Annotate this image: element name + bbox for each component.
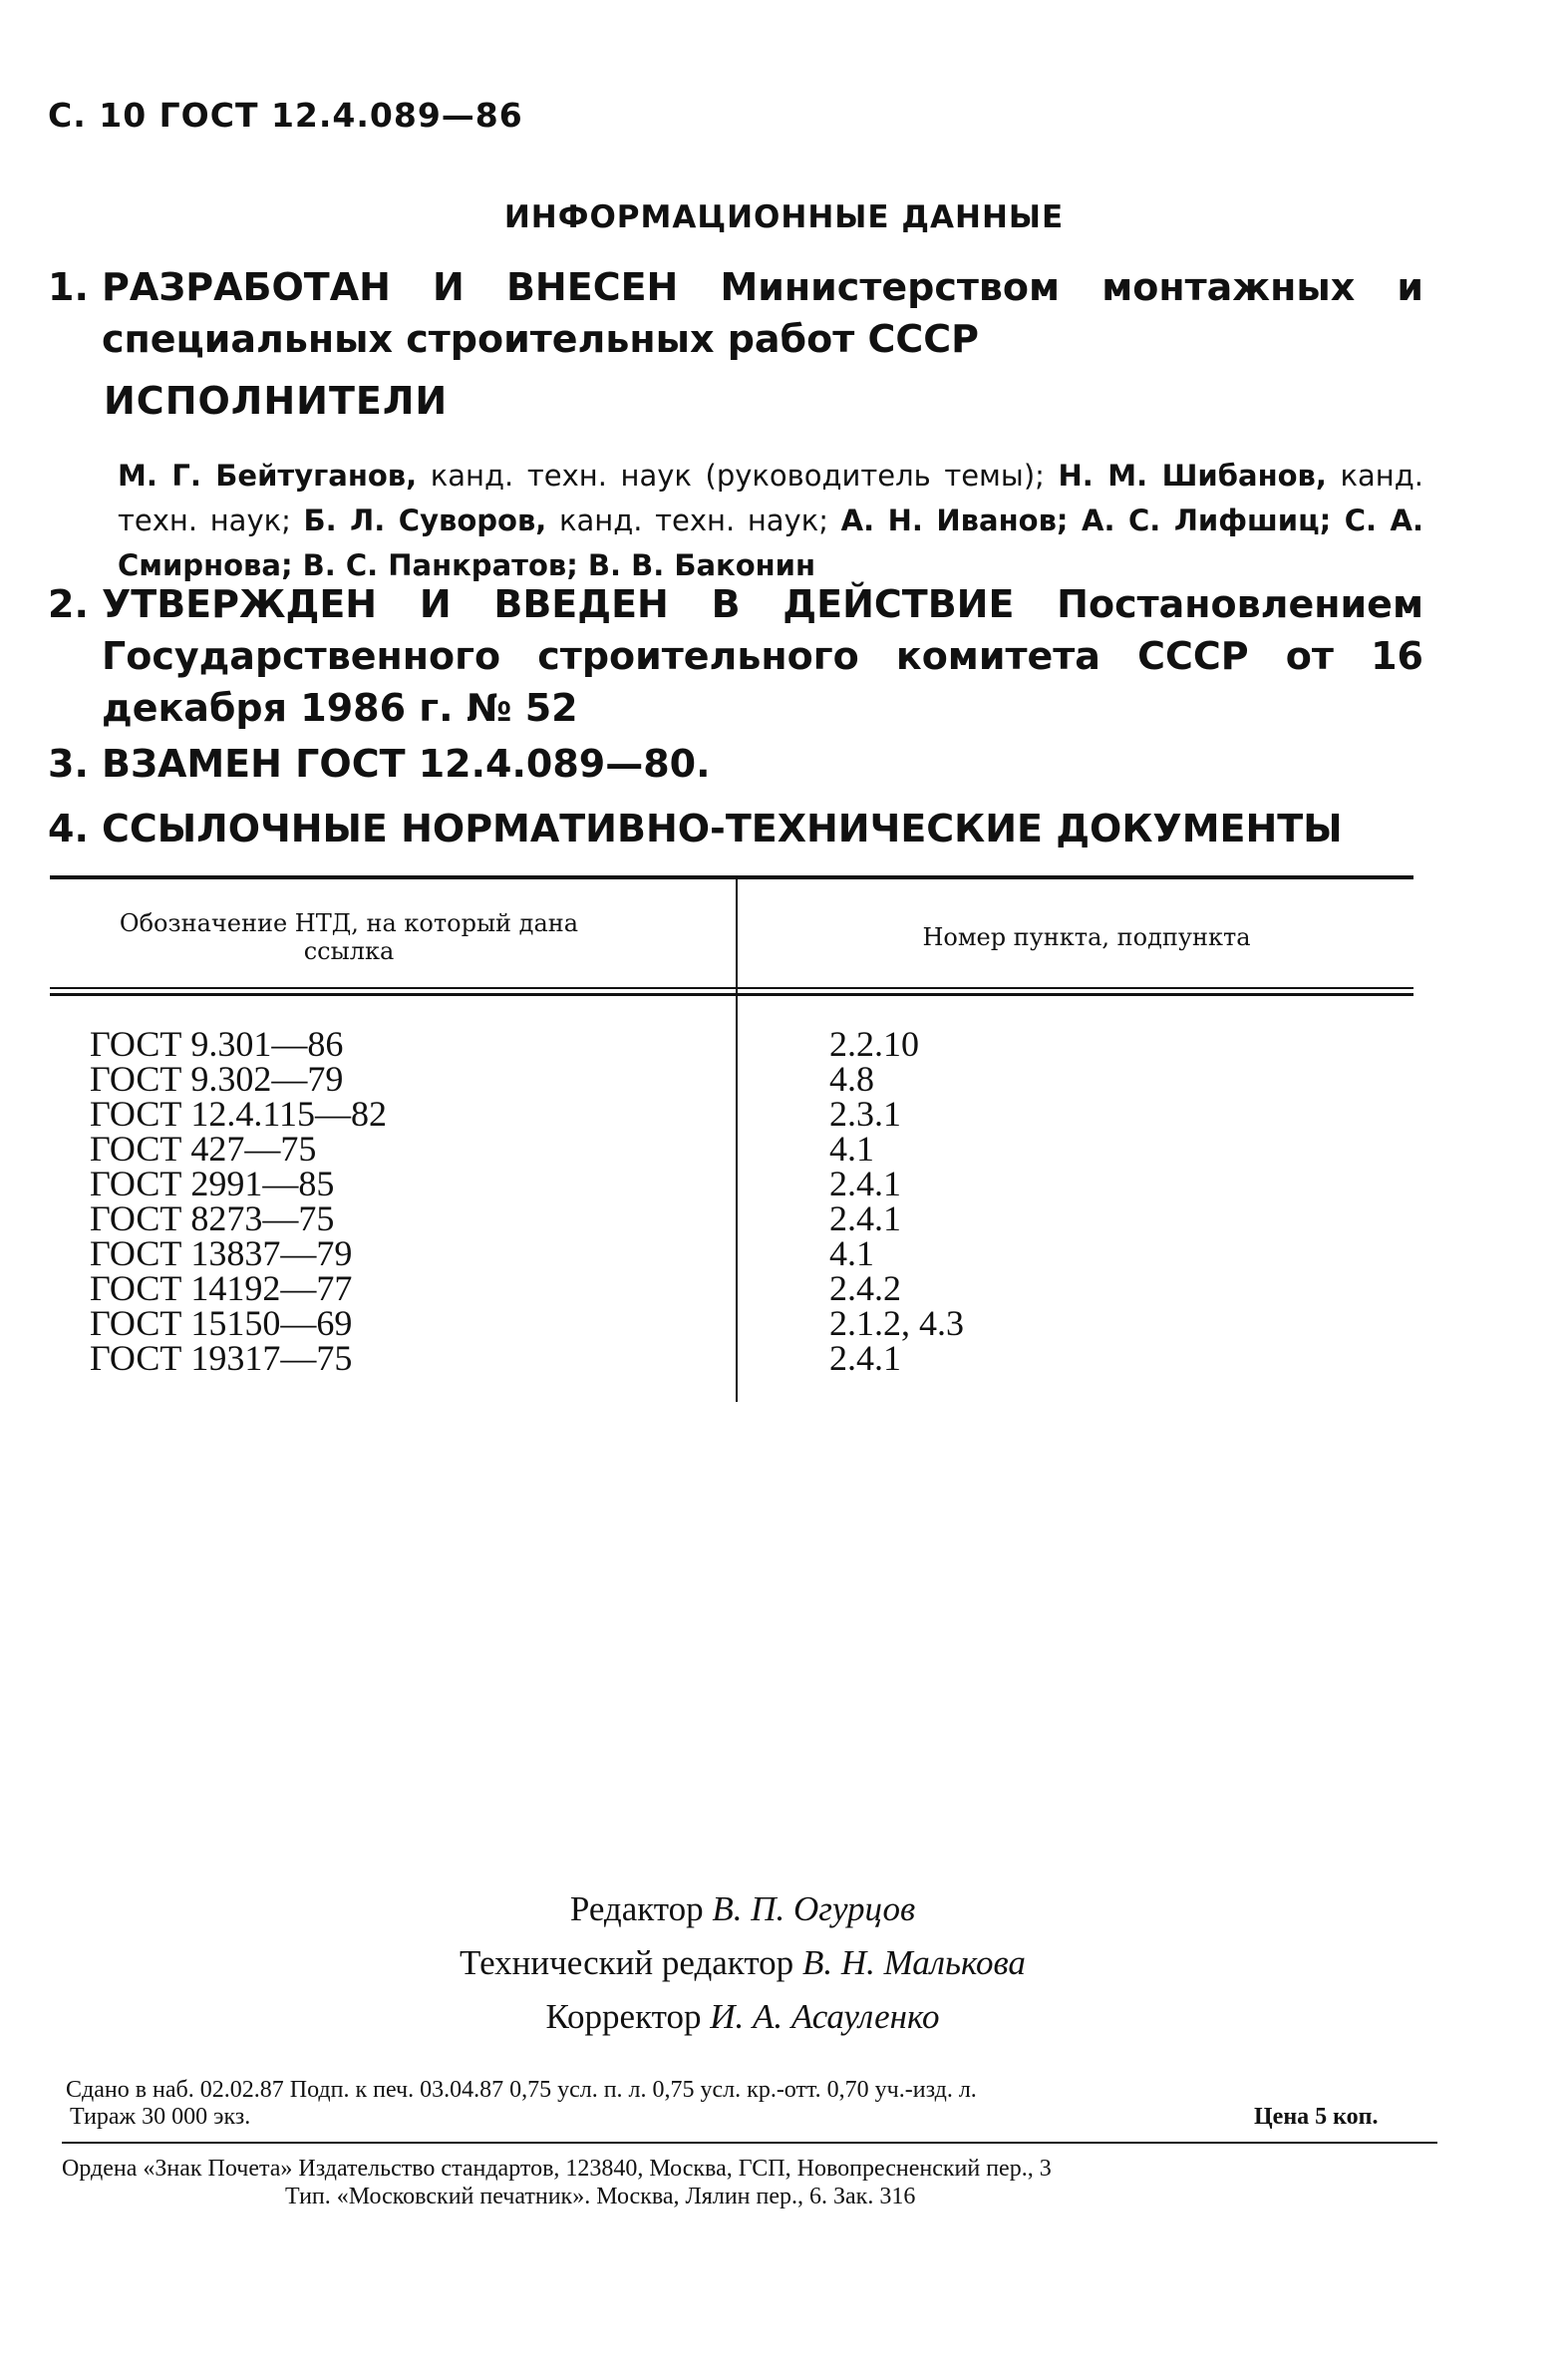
item-4 <box>48 803 1423 854</box>
item-number: 1. <box>48 265 89 309</box>
item-number: 4. <box>48 807 89 850</box>
credit-corrector <box>0 1990 1485 2044</box>
table-cell-doc: ГОСТ 8273—75 <box>90 1198 335 1238</box>
item-2 <box>48 578 1423 734</box>
table-cell-clause: 2.4.1 <box>829 1338 901 1378</box>
table-cell-doc: ГОСТ 2991—85 <box>90 1164 335 1203</box>
credit-person: И. А. Асауленко <box>710 1997 940 2036</box>
table-header-rule <box>50 993 1413 996</box>
table-top-rule <box>50 875 1413 879</box>
executors-list <box>118 454 1423 588</box>
credits <box>0 1882 1485 2044</box>
table-cell-doc: ГОСТ 19317—75 <box>90 1338 353 1378</box>
section-title: ИНФОРМАЦИОННЫЕ ДАННЫЕ <box>503 199 1065 235</box>
table-cell-clause: 2.4.2 <box>829 1268 901 1308</box>
table-cell-doc: ГОСТ 13837—79 <box>90 1233 353 1273</box>
imprint-printer: Тип. «Московский печатник». Москва, Лялин пер., 6. Зак. 316 <box>285 2184 916 2209</box>
table-cell-doc: ГОСТ 12.4.115—82 <box>90 1094 388 1134</box>
page-header: С. 10 ГОСТ 12.4.089—86 <box>48 96 523 135</box>
credit-person: В. П. Огурцов <box>712 1889 916 1928</box>
author-names: А. Н. Иванов; А. С. Лифшиц; С. А. Смирнова; В. С. Панкратов; В. В. Баконин <box>118 504 1423 582</box>
credit-person: В. Н. Малькова <box>801 1943 1026 1982</box>
table-cell-clause: 2.4.1 <box>829 1164 901 1203</box>
imprint-circulation: Тираж 30 000 экз. <box>70 2104 251 2130</box>
table-cell-doc: ГОСТ 427—75 <box>90 1129 317 1169</box>
credit-tech-editor <box>0 1936 1485 1990</box>
imprint-line-1: Сдано в наб. 02.02.87 Подп. к печ. 03.04.87 0,75 усл. п. л. 0,75 усл. кр.-отт. 0,70 уч.-изд. л. <box>66 2077 977 2103</box>
table-cell-doc: ГОСТ 9.301—86 <box>90 1024 344 1064</box>
author-name: М. Г. Бейтуганов, <box>118 459 418 493</box>
table-header-rule <box>50 987 1413 989</box>
credit-editor <box>0 1882 1485 1936</box>
table-cell-clause: 4.8 <box>829 1059 874 1099</box>
item-3 <box>48 738 1423 790</box>
item-number: 3. <box>48 742 89 786</box>
table-cell-clause: 4.1 <box>829 1233 874 1273</box>
item-number: 2. <box>48 582 89 626</box>
table-cell-clause: 2.1.2, 4.3 <box>829 1303 964 1343</box>
author-role: канд. техн. наук; <box>558 504 828 537</box>
executors-title: ИСПОЛНИТЕЛИ <box>104 379 449 423</box>
table-cell-doc: ГОСТ 9.302—79 <box>90 1059 344 1099</box>
table-column-documents <box>90 1024 388 1378</box>
author-name: Б. Л. Суворов, <box>303 504 547 537</box>
author-role: канд. техн. наук; <box>118 459 1424 537</box>
item-1 <box>48 261 1423 365</box>
imprint-price: Цена 5 коп. <box>1254 2104 1379 2130</box>
item-heading: ССЫЛОЧНЫЕ НОРМАТИВНО-ТЕХНИЧЕСКИЕ ДОКУМЕНТЫ <box>102 807 1343 850</box>
table-cell-clause: 4.1 <box>829 1129 874 1169</box>
imprint-rule <box>62 2142 1437 2144</box>
credit-label: Технический редактор <box>460 1943 794 1982</box>
item-heading: УТВЕРЖДЕН И ВВЕДЕН В ДЕЙСТВИЕ <box>102 582 1015 626</box>
credit-label: Редактор <box>569 1889 704 1928</box>
credit-label: Корректор <box>545 1997 702 2036</box>
table-cell-doc: ГОСТ 15150—69 <box>90 1303 353 1343</box>
item-heading: РАЗРАБОТАН И ВНЕСЕН <box>102 265 679 309</box>
table-column-clauses <box>829 1024 964 1378</box>
author-name: Н. М. Шибанов, <box>1058 459 1327 493</box>
table-cell-doc: ГОСТ 14192—77 <box>90 1268 353 1308</box>
table-cell-clause: 2.3.1 <box>829 1094 901 1134</box>
table-header-document: Обозначение НТД, на который дана ссылка <box>119 909 579 965</box>
item-body: Постановлением Государственного строительного комитета СССР от 16 декабря 1986 г. № 52 <box>102 582 1423 730</box>
item-heading: ВЗАМЕН ГОСТ 12.4.089—80. <box>102 742 711 786</box>
table-column-divider <box>736 879 738 1402</box>
table-cell-clause: 2.2.10 <box>829 1024 919 1064</box>
author-role: канд. техн. наук (руководитель темы); <box>430 459 1045 493</box>
table-header-clause: Номер пункта, подпункта <box>922 923 1251 951</box>
imprint-publisher: Ордена «Знак Почета» Издательство стандартов, 123840, Москва, ГСП, Новопресненский пер., 3 <box>62 2156 1052 2182</box>
table-cell-clause: 2.4.1 <box>829 1198 901 1238</box>
item-body: Министерством монтажных и специальных строительных работ СССР <box>102 265 1423 361</box>
